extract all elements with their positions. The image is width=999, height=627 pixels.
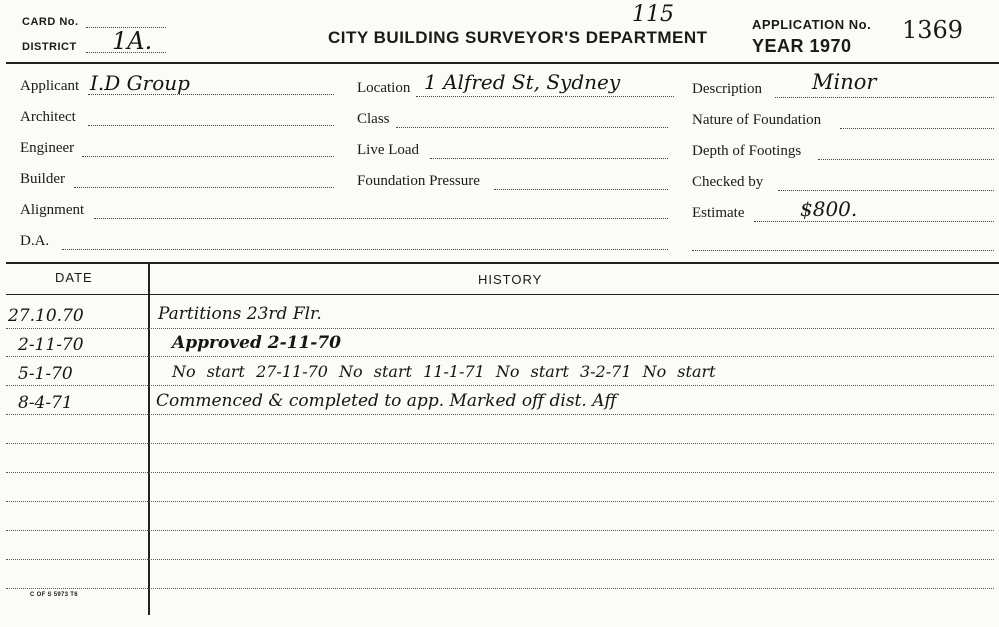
alignment-label: Alignment <box>20 202 85 218</box>
application-no-value: 1369 <box>902 16 964 44</box>
date-column-header: DATE <box>55 270 93 285</box>
checked-by-line <box>778 190 994 191</box>
row-date: 2-11-70 <box>18 335 84 355</box>
district-value: 1A. <box>112 27 153 55</box>
ruled-line <box>6 559 994 560</box>
table-column-divider <box>148 263 150 615</box>
estimate-value: $800. <box>800 197 858 221</box>
ruled-line <box>6 472 994 473</box>
da-label: D.A. <box>20 233 50 249</box>
ruled-line <box>6 356 994 357</box>
engineer-line <box>82 156 334 157</box>
description-line <box>775 97 994 98</box>
year-label: YEAR 1970 <box>752 36 852 56</box>
live-load-line <box>430 158 668 159</box>
header-rule <box>6 62 999 64</box>
department-title: CITY BUILDING SURVEYOR'S DEPARTMENT <box>328 28 708 47</box>
row-date: 5-1-70 <box>18 364 73 384</box>
blank-line-col3 <box>692 250 994 251</box>
row-history: Partitions 23rd Flr. <box>158 304 322 324</box>
ruled-line <box>6 328 994 329</box>
district-label: DISTRICT <box>22 41 77 53</box>
nature-of-foundation-line <box>840 128 994 129</box>
class-line <box>396 127 668 128</box>
ruled-line <box>6 588 994 589</box>
ruled-line <box>6 443 994 444</box>
table-top-rule <box>6 262 999 264</box>
ruled-line <box>6 530 994 531</box>
estimate-line <box>754 221 994 222</box>
live-load-label: Live Load <box>357 142 420 158</box>
applicant-label: Applicant <box>20 78 80 94</box>
row-history: Commenced & completed to app. Marked off dist. Aff <box>156 391 617 411</box>
location-label: Location <box>357 80 411 96</box>
location-line <box>416 96 674 97</box>
history-column-header: HISTORY <box>478 272 543 287</box>
row-history: Approved 2-11-70 <box>172 333 342 353</box>
nature-of-foundation-label: Nature of Foundation <box>692 112 822 128</box>
ruled-line <box>6 385 994 386</box>
foundation-pressure-line <box>494 189 668 190</box>
description-label: Description <box>692 81 762 97</box>
builder-line <box>74 187 334 188</box>
table-header-rule <box>6 294 999 295</box>
alignment-line <box>94 218 668 219</box>
card-no-label: CARD No. <box>22 16 79 28</box>
applicant-value: I.D Group <box>90 71 190 95</box>
class-label: Class <box>357 111 390 127</box>
builder-label: Builder <box>20 171 65 187</box>
foundation-pressure-label: Foundation Pressure <box>357 173 480 189</box>
ruled-line <box>6 414 994 415</box>
page-note: 115 <box>632 2 674 27</box>
ruled-line <box>6 501 994 502</box>
row-history: No start 27-11-70 No start 11-1-71 No start 3-2-71 No start <box>172 362 716 381</box>
estimate-label: Estimate <box>692 205 745 221</box>
depth-of-footings-line <box>818 159 994 160</box>
location-value: 1 Alfred St, Sydney <box>424 70 621 94</box>
architect-label: Architect <box>20 109 76 125</box>
architect-line <box>88 125 334 126</box>
row-date: 27.10.70 <box>8 306 84 326</box>
depth-of-footings-label: Depth of Footings <box>692 143 802 159</box>
application-no-label: APPLICATION No. <box>752 17 872 32</box>
row-date: 8-4-71 <box>18 393 73 413</box>
description-value: Minor <box>812 70 877 94</box>
form-code: C OF S 5973 T6 <box>30 592 78 598</box>
checked-by-label: Checked by <box>692 174 764 190</box>
da-line <box>62 249 668 250</box>
engineer-label: Engineer <box>20 140 75 156</box>
